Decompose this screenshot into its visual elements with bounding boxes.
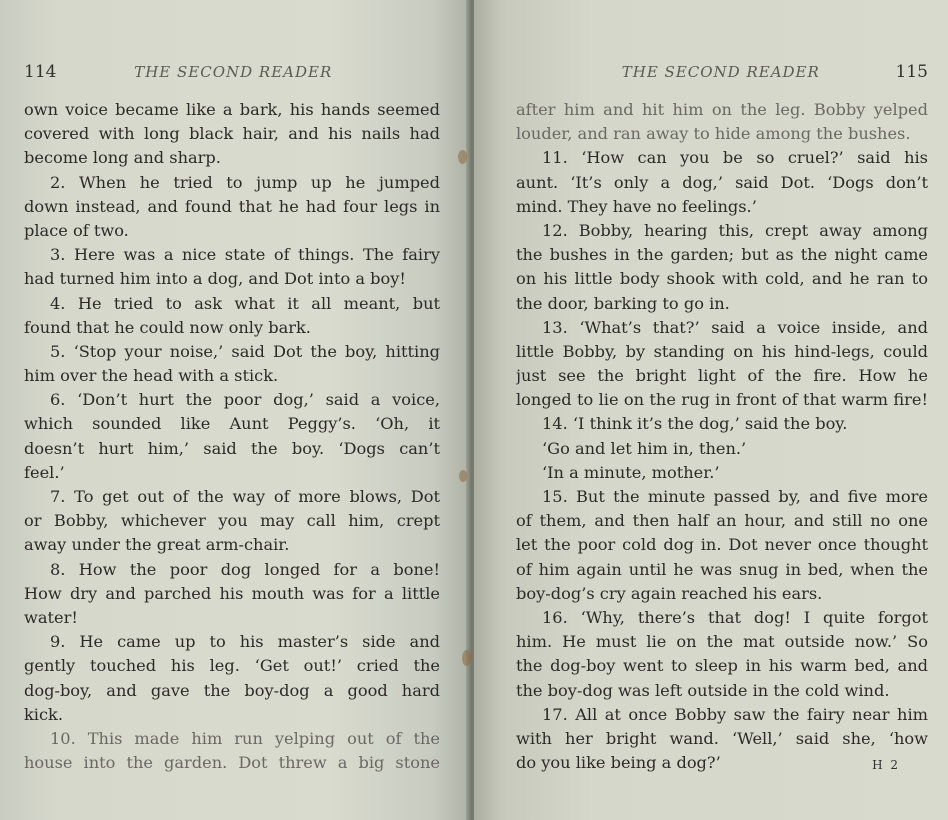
left-running-head xyxy=(24,62,440,92)
text-line: ‘In a minute, mother.’ xyxy=(542,462,720,482)
text-line: the boy-dog was left outside in the cold wind. xyxy=(516,680,890,700)
text-line: after him and hit him on the leg. Bobby yelped xyxy=(516,100,928,119)
text-line: down instead, and found that he had four legs in xyxy=(24,196,440,216)
right-running-head xyxy=(516,62,928,92)
text-line: just see the bright light of the fire. How he xyxy=(516,366,928,386)
foxing-spot xyxy=(462,650,471,666)
text-line: of him again until he was snug in bed, when the xyxy=(516,559,928,579)
text-line: with her bright wand. ‘Well,’ said she, ‘how xyxy=(516,728,928,748)
text-line: 4. He tried to ask what it all meant, but xyxy=(50,293,440,313)
text-line: him over the head with a stick. xyxy=(24,366,279,386)
foxing-spot xyxy=(458,150,467,164)
text-line: How dry and parched his mouth was for a little xyxy=(24,583,440,603)
text-line: boy-dog’s cry again reached his ears. xyxy=(516,583,823,603)
text-line: 6. ‘Don’t hurt the poor dog,’ said a voice, xyxy=(50,390,440,410)
text-line: longed to lie on the rug in front of that warm fire! xyxy=(516,390,928,410)
text-line: ‘Go and let him in, then.’ xyxy=(542,438,747,458)
text-line: 14. ‘I think it’s the dog,’ said the boy. xyxy=(542,414,848,434)
text-line: had turned him into a dog, and Dot into a boy! xyxy=(24,269,406,289)
text-line: aunt. ‘It’s only a dog,’ said Dot. ‘Dogs don’t xyxy=(516,172,928,192)
text-line: the door, barking to go in. xyxy=(516,293,730,313)
text-line: doesn’t hurt him,’ said the boy. ‘Dogs can’t xyxy=(24,438,440,458)
text-line: louder, and ran away to hide among the bushes. xyxy=(516,124,911,144)
left-running-title: THE SECOND READER xyxy=(134,63,333,81)
text-line: do you like being a dog?’ xyxy=(516,753,721,773)
right-page-number: 115 xyxy=(895,62,928,82)
left-body-text xyxy=(24,98,440,775)
text-line: the bushes in the garden; but as the night came xyxy=(516,245,928,265)
text-line: covered with long black hair, and his nails had xyxy=(24,124,440,144)
text-line: 12. Bobby, hearing this, crept away among xyxy=(542,220,928,240)
text-line: kick. xyxy=(24,704,64,724)
text-line: gently touched his leg. ‘Get out!’ cried the xyxy=(24,656,440,676)
text-line: the dog-boy went to sleep in his warm bed, and xyxy=(516,656,928,676)
left-page-number: 114 xyxy=(24,62,57,82)
text-line: 9. He came up to his master’s side and xyxy=(50,632,440,652)
right-running-title: THE SECOND READER xyxy=(621,63,820,81)
text-line: 8. How the poor dog longed for a bone! xyxy=(50,559,440,579)
text-line: 16. ‘Why, there’s that dog! I quite forgot xyxy=(542,607,928,627)
signature-mark: H 2 xyxy=(872,758,900,772)
text-line: him. He must lie on the mat outside now.’ So xyxy=(516,632,928,652)
foxing-spot xyxy=(459,470,467,482)
text-line: little Bobby, by standing on his hind-legs, could xyxy=(516,341,928,361)
text-line: water! xyxy=(24,607,78,627)
text-line: 5. ‘Stop your noise,’ said Dot the boy, hitting xyxy=(50,341,440,361)
text-line: 3. Here was a nice state of things. The fairy xyxy=(50,245,440,265)
text-line: let the poor cold dog in. Dot never once thought xyxy=(516,535,928,555)
text-line: of them, and then half an hour, and still no one xyxy=(516,511,928,531)
text-line: 11. ‘How can you be so cruel?’ said his xyxy=(542,148,928,168)
right-body-text xyxy=(516,98,928,775)
text-line: or Bobby, whichever you may call him, crept xyxy=(24,511,440,531)
text-line: found that he could now only bark. xyxy=(24,317,311,337)
text-line: own voice became like a bark, his hands seemed xyxy=(24,100,440,119)
right-page xyxy=(474,0,948,820)
text-line: become long and sharp. xyxy=(24,148,221,168)
text-line: 13. ‘What’s that?’ said a voice inside, and xyxy=(542,317,928,337)
text-line: 17. All at once Bobby saw the fairy near him xyxy=(542,704,928,724)
text-line: 10. This made him run yelping out of the xyxy=(50,728,440,748)
text-line: feel.’ xyxy=(24,462,65,482)
text-line: mind. They have no feelings.’ xyxy=(516,196,757,216)
text-line: place of two. xyxy=(24,220,129,240)
text-line: dog-boy, and gave the boy-dog a good hard xyxy=(24,680,440,700)
left-page xyxy=(0,0,470,820)
text-line: 15. But the minute passed by, and five more xyxy=(542,487,928,506)
text-line: away under the great arm-chair. xyxy=(24,535,290,555)
text-line: house into the garden. Dot threw a big stone xyxy=(24,753,440,773)
text-line: which sounded like Aunt Peggy’s. ‘Oh, it xyxy=(24,414,440,434)
text-line: 2. When he tried to jump up he jumped xyxy=(50,172,440,192)
text-line: 7. To get out of the way of more blows, Dot xyxy=(50,487,440,506)
text-line: on his little body shook with cold, and he ran to xyxy=(516,269,928,289)
